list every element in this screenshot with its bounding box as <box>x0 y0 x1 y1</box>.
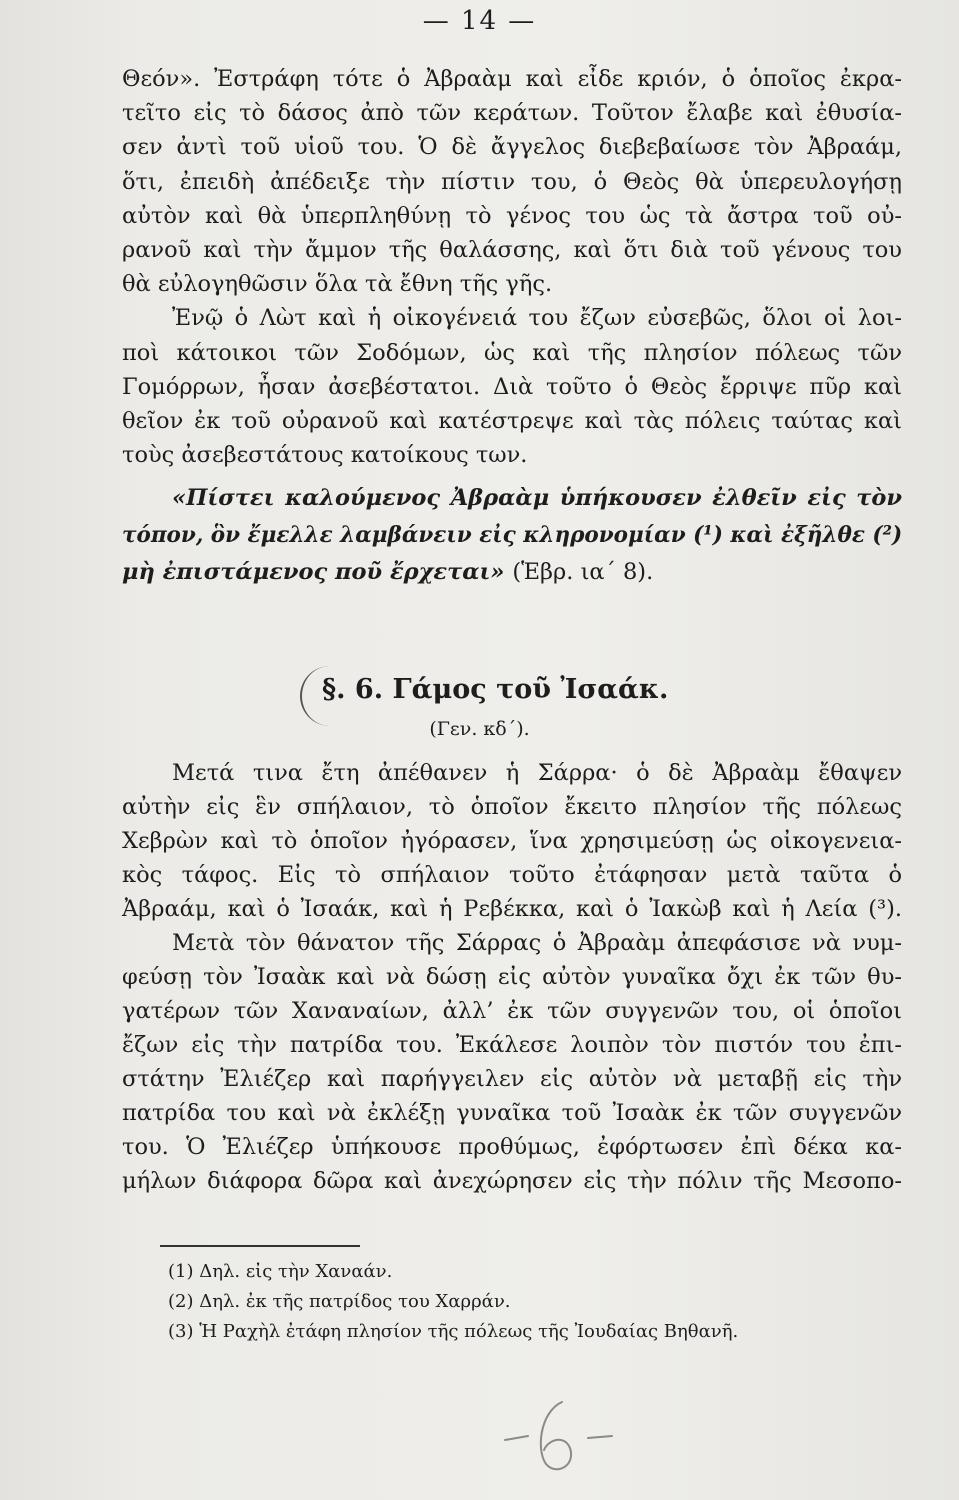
text-line: αὐτὴν εἰς ἓν σπήλαιον, τὸ ὁποῖον ἔκειτο πλησίον τῆς πόλεως <box>122 794 902 820</box>
text-line: αὐτὸν καὶ θὰ ὑπερπληθύνῃ τὸ γένος του ὡς τὰ ἄστρα τοῦ οὐ- <box>122 202 902 229</box>
text-line: φεύσῃ τὸν Ἰσαὰκ καὶ νὰ δώσῃ εἰς αὐτὸν γυναῖκα ὄχι ἐκ τῶν θυ- <box>122 964 902 990</box>
text-line: Ἀβραάμ, καὶ ὁ Ἰσαάκ, καὶ ἡ Ρεβέκκα, καὶ ὁ Ἰακὼβ καὶ ἡ Λεία (³). <box>122 896 902 922</box>
text-line: στάτην Ἐλιέζερ καὶ παρήγγειλεν εἰς αὐτὸν νὰ μεταβῇ εἰς τὴν <box>122 1066 902 1092</box>
quote-line: «Πίστει καλούμενος Ἀβραὰμ ὑπήκουσεν ἐλθεῖν εἰς τὸν <box>172 485 902 512</box>
text-line: Γομόρρων, ἦσαν ἀσεβέστατοι. Διὰ τοῦτο ὁ Θεὸς ἔρριψε πῦρ καὶ <box>122 373 902 400</box>
text-line: τοὺς ἀσεβεστάτους κατοίκους των. <box>122 442 528 469</box>
text-line: ἔζων εἰς τὴν πατρίδα του. Ἐκάλεσε λοιπὸν τὸν πιστόν του ἐπι- <box>122 1032 902 1058</box>
section-heading <box>300 666 762 726</box>
text-line: γατέρων τῶν Χαναναίων, ἀλλ’ ἐκ τῶν συγγενῶν του, οἱ ὁποῖοι <box>122 998 902 1024</box>
handwritten-page-mark <box>500 1390 620 1480</box>
text-line: θεῖον ἐκ τοῦ οὐρανοῦ καὶ κατέστρεψε καὶ τὰς πόλεις ταύτας καὶ <box>122 407 902 434</box>
text-line: Μετὰ τὸν θάνατον τῆς Σάρρας ὁ Ἀβραὰμ ἀπεφάσισε νὰ νυμ- <box>172 930 902 956</box>
footnote: (1) Δηλ. εἰς τὴν Χαναάν. <box>168 1261 393 1282</box>
page-number: — 14 — <box>422 6 537 36</box>
text-line: μήλων διάφορα δῶρα καὶ ἀνεχώρησεν εἰς τὴν πόλιν τῆς Μεσοπο- <box>122 1168 902 1194</box>
scripture-reference: (Ἑβρ. ια΄ 8). <box>512 559 654 586</box>
section-subtitle: (Γεν. κδ΄). <box>429 718 530 740</box>
scripture-quote <box>122 480 902 591</box>
quote-line: τόπον, ὃν ἔμελλε λαμβάνειν εἰς κληρονομίαν (¹) καὶ ἐξῆλθε (²) <box>122 522 903 549</box>
footnotes <box>168 1257 908 1347</box>
text-line: Θεόν». Ἐστράφη τότε ὁ Ἀβραὰμ καὶ εἶδε κριόν, ὁ ὁποῖος ἐκρα- <box>122 66 902 92</box>
text-line: ὅτι, ἐπειδὴ ἀπέδειξε τὴν πίστιν του, ὁ Θεὸς θὰ ὑπερευλογήσῃ <box>122 168 902 195</box>
main-text-block-2 <box>122 756 902 1198</box>
quote-line <box>122 554 902 591</box>
text-line: θὰ εὐλογηθῶσιν ὅλα τὰ ἔθνη τῆς γῆς. <box>122 271 553 298</box>
section-title: §. 6. Γάμος τοῦ Ἰσαάκ. <box>322 674 669 705</box>
text-line: του. Ὁ Ἐλιέζερ ὑπήκουσε προθύμως, ἐφόρτωσεν ἐπὶ δέκα κα- <box>122 1134 902 1160</box>
text-line: σεν ἀντὶ τοῦ υἱοῦ του. Ὁ δὲ ἄγγελος διεβεβαίωσε τὸν Ἀβραάμ, <box>122 134 902 161</box>
text-line: κὸς τάφος. Εἰς τὸ σπήλαιον τοῦτο ἐτάφησαν μετὰ ταῦτα ὁ <box>122 862 902 888</box>
text-line: ποὶ κάτοικοι τῶν Σοδόμων, ὡς καὶ τῆς πλησίον πόλεως τῶν <box>122 339 902 366</box>
text-line: Χεβρὼν καὶ τὸ ὁποῖον ἠγόρασεν, ἵνα χρησιμεύσῃ ὡς οἰκογενεια- <box>122 828 902 854</box>
main-text-block-1 <box>122 62 902 591</box>
text-line: πατρίδα του καὶ νὰ ἐκλέξῃ γυναῖκα τοῦ Ἰσαὰκ ἐκ τῶν συγγενῶν <box>122 1100 902 1126</box>
text-line: Μετά τινα ἔτη ἀπέθανεν ἡ Σάρρα· ὁ δὲ Ἀβραὰμ ἔθαψεν <box>172 760 902 786</box>
footnote: (2) Δηλ. ἐκ τῆς πατρίδος του Χαρράν. <box>168 1291 511 1312</box>
text-line: ρανοῦ καὶ τὴν ἄμμον τῆς θαλάσσης, καὶ ὅτι διὰ τοῦ γένους του <box>122 236 902 263</box>
text-line: Ἐνῷ ὁ Λὼτ καὶ ἡ οἰκογένειά του ἔζων εὐσεβῶς, ὅλοι οἱ λοι- <box>172 305 902 332</box>
text-line: τεῖτο εἰς τὸ δάσος ἀπὸ τῶν κεράτων. Τοῦτον ἔλαβε καὶ ἐθυσία- <box>122 100 902 127</box>
footnote: (3) Ἡ Ραχὴλ ἐτάφη πλησίον τῆς πόλεως τῆς Ἰουδαίας Βηθανῆ. <box>168 1321 739 1342</box>
footnote-divider <box>160 1245 360 1247</box>
handwritten-mark-drawing <box>500 1390 620 1480</box>
quote-text: μὴ ἐπιστάμενος ποῦ ἔρχεται» <box>122 559 505 586</box>
